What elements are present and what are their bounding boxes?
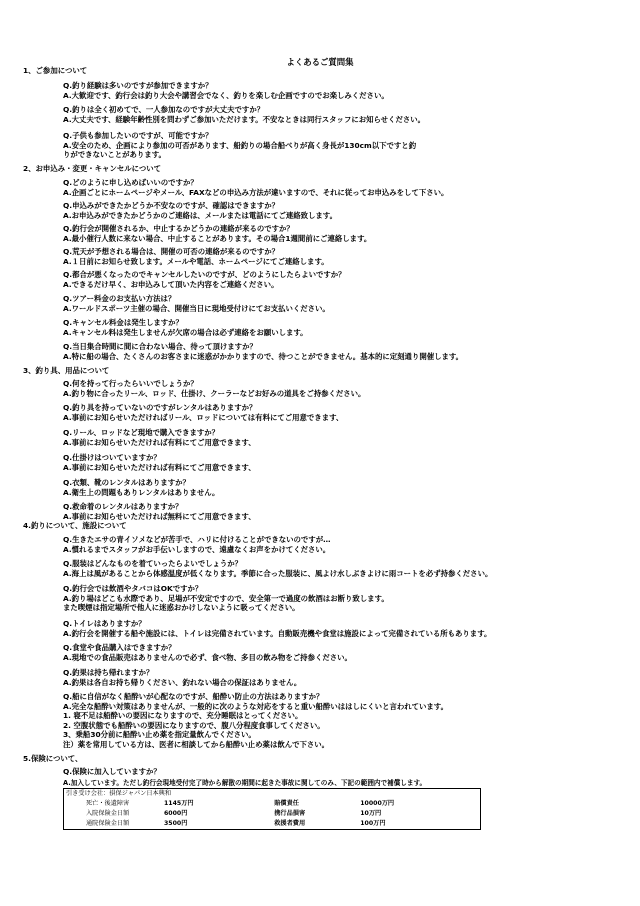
coverage-name: 入院保険金日額 [86, 810, 130, 817]
coverage-amount: 100万円 [360, 820, 386, 827]
faq-answer-line: また喫煙は指定場所で他人に迷惑おかけしないように吸ってください。 [63, 603, 300, 613]
insurance-company: 引き受け会社：損保ジャパン日本興和 [66, 790, 172, 797]
coverage-amount: 6000円 [164, 810, 188, 817]
faq-answer: A.海上は風があることから体感温度が低くなります。季節に合った服装に、風よけ水しぶきよけに雨コートを必ず持参ください。 [63, 568, 493, 578]
insurance-row [64, 799, 481, 809]
faq-question: Q.キャンセル料金は発生しますか？ [63, 318, 183, 327]
faq-item [63, 81, 583, 100]
faq-question: Q.子供も参加したいのですが、可能ですか？ [63, 131, 213, 140]
faq-answer-line: 1. 寝不足は船酔いの要因になりますので、充分睡眠はとってください。 [63, 711, 303, 721]
faq-item [63, 453, 583, 472]
faq-answer: A.最小催行人数に来ない場合、中止することがあります。その場合1週間前にご連絡します。 [63, 233, 372, 243]
faq-answer-line: 3、乗船30分前に船酔い止め薬を指定量飲んでください。 [63, 730, 256, 740]
faq-answer: A.企画ごとにホームページやメール、FAXなどの申込み方法が違いますので、それに従ってお申込みをして下さい。 [63, 187, 449, 197]
coverage-name: 通院保険金日額 [86, 820, 130, 827]
section-heading: 2、お申込み・変更・キャンセルについて [23, 164, 162, 173]
coverage-name: 携行品損害 [274, 810, 306, 817]
faq-answer: A.釣果は各自お持ち帰りください、釣れない場合の保証はありません。 [63, 677, 302, 687]
insurance-row [64, 809, 481, 819]
insurance-company-row [64, 789, 481, 800]
faq-item [63, 668, 583, 687]
faq-question: Q.船に自信がなく船酔いが心配なのですが、船酔い防止の方法はありますか？ [63, 692, 324, 701]
faq-question: Q.申込みができたかどうか不安なのですが、確認はできますか？ [63, 201, 280, 210]
section-heading: 3、釣り具、用品について [23, 366, 110, 375]
faq-question: Q.どのように申し込めばいいのですか？ [63, 178, 198, 187]
faq-question: Q.保険に加入していますか？ [63, 767, 161, 776]
faq-item [63, 478, 583, 497]
faq-answer: A.完全な船酔い対策はありませんが、一般的に次のような対応をすると重い船酔いははしにくいと言われています。 [63, 701, 448, 711]
faq-item [63, 270, 583, 289]
faq-item [63, 559, 583, 578]
faq-item [63, 535, 583, 554]
insurance-note: A.加入しています。ただし釣行会現地受付完了時から解散の期間に起きた事故に関してのみ、下記の範囲内で補償します。 [63, 779, 427, 787]
faq-item [63, 342, 583, 361]
faq-answer: A.できるだけ早く、お申込みして頂いた内容をご連絡ください。 [63, 279, 279, 289]
coverage-amount: 10000万円 [360, 800, 395, 807]
faq-item [63, 584, 583, 613]
faq-question: Q.生きたエサの青イソメなどが苦手で、ハリに付けることができないのですが… [63, 535, 331, 544]
faq-item [63, 318, 583, 337]
faq-answer-line: 注）薬を常用している方は、医者に相談してから船酔い止め薬は飲んで下さい。 [63, 739, 330, 749]
faq-answer: A.特に船の場合、たくさんのお客さまに迷惑がかかりますので、待つことができません。基本的に定刻通り開催します。 [63, 351, 464, 361]
faq-answer: A.衛生上の問題もありレンタルはありません。 [63, 487, 220, 497]
faq-question: Q.当日集合時間に間に合わない場合、待って頂けますか？ [63, 342, 257, 351]
faq-question: Q.釣り具を持っていないのですがレンタルはありますか？ [63, 403, 257, 412]
faq-question: Q.釣りは全く初めてで、一人参加なのですが大丈夫ですか？ [63, 105, 265, 114]
faq-question: Q.服装はどんなものを着ていったらよいでしょうか？ [63, 559, 243, 568]
section-heading: 5.保険について、 [23, 754, 83, 763]
faq-answer: A.事前にお知らせいただければ有料にてご用意できます、 [63, 462, 256, 472]
coverage-name: 救援者費用 [274, 820, 306, 827]
faq-item [63, 105, 583, 124]
faq-question: Q.荒天が予想される場合は、開催の可否の連絡が来るのですか？ [63, 247, 280, 256]
faq-question: Q.仕掛けはついていますか？ [63, 453, 161, 462]
document-title: よくあるご質問集 [286, 57, 354, 67]
faq-answer: A.キャンセル料は発生しませんが欠席の場合は必ず連絡をお願いします。 [63, 327, 308, 337]
faq-item [63, 224, 583, 243]
insurance-row [64, 819, 481, 830]
coverage-name: 死亡・後遺障害 [86, 800, 130, 807]
faq-answer-line: 2. 空腹状態でも船酔いの要因になりますので、腹八分程度食事してください。 [63, 720, 325, 730]
faq-question: Q.トイレはありますか？ [63, 619, 146, 628]
faq-item [63, 502, 583, 521]
coverage-amount: 1145万円 [164, 800, 194, 807]
faq-item [63, 294, 583, 313]
faq-item [63, 692, 583, 750]
coverage-amount: 3500円 [164, 820, 188, 827]
faq-item [63, 201, 583, 220]
faq-answer: A.事前にお知らせいただければ無料にてご用意できます、 [63, 511, 256, 521]
faq-answer: A.現地での食品販売はありませんので必ず、食べ物、多目の飲み物をご持参ください。 [63, 652, 352, 662]
faq-question: Q.釣行会では飲酒やタバコはOKですか？ [63, 584, 203, 593]
faq-answer: A.ワールドスポーツ主催の場合、開催当日に現地受付けにてお支払いください。 [63, 303, 330, 313]
faq-answer: A.大丈夫です、経験年齢性別を問わずご参加いただけます。不安なときは同行スタッフにお知らせください。 [63, 114, 426, 124]
faq-question: Q.食堂や食品購入はできますか？ [63, 643, 176, 652]
faq-answer: A.お申込みができたかどうかのご連絡は、メールまたは電話にてご連絡致します。 [63, 210, 337, 220]
faq-answer: A.事前にお知らせいただければリール、ロッドについては有料にてご用意できます、 [63, 412, 344, 422]
faq-question: Q.釣果は持ち帰れますか？ [63, 668, 154, 677]
faq-item [63, 619, 583, 638]
faq-answer: A.１日前にお知らせ致します。メールや電話、ホームページにてご連絡します。 [63, 256, 329, 266]
faq-question: Q.都合が悪くなったのでキャンセルしたいのですが、どのようにしたらよいですか？ [63, 270, 346, 279]
coverage-name: 賠償責任 [274, 800, 299, 807]
faq-question: Q.何を持って行ったらいいでしょうか？ [63, 379, 198, 388]
faq-question: Q.リール、ロッドなど現地で購入できますか？ [63, 428, 220, 437]
faq-item [63, 428, 583, 447]
faq-item [63, 643, 583, 662]
faq-answer: A.釣り場はどこも水際であり、足場が不安定ですので、安全第一で過度の飲酒はお断り致します。 [63, 593, 389, 603]
faq-item [63, 178, 583, 197]
faq-question: Q.衣類、靴のレンタルはありますか？ [63, 478, 190, 487]
faq-item [63, 247, 583, 266]
faq-question: Q.ツアー料金のお支払い方法は？ [63, 294, 176, 303]
faq-answer: A.釣行会を開催する船や施設には、トイレは完備されています。自動販売機や食堂は施設によって完備されている所もあります。 [63, 628, 492, 638]
faq-question: Q.釣り経験は多いのですが参加できますか？ [63, 81, 213, 90]
faq-question: Q.釣行会が開催されるか、中止するかどうかの連絡が来るのですか？ [63, 224, 294, 233]
faq-answer: A.慣れるまでスタッフがお手伝いしますので、遠慮なくお声をかけてください。 [63, 544, 331, 554]
faq-question: Q.救命着のレンタルはありますか？ [63, 502, 183, 511]
faq-item [63, 131, 583, 160]
section-heading: 4.釣りについて、施設について [23, 521, 127, 530]
faq-answer: A.事前にお知らせいただければ有料にてご用意できます、 [63, 437, 256, 447]
faq-item [63, 403, 583, 422]
faq-answer: A.大歓迎です、釣行会は釣り大会や講習会でなく、釣りを楽しむ企画ですのでお楽しみください。 [63, 90, 389, 100]
section-heading: 1、ご参加について [23, 66, 88, 75]
faq-item [63, 379, 583, 398]
faq-answer-line: りができないことがあります。 [63, 150, 166, 160]
insurance-table [63, 788, 481, 830]
faq-item [63, 767, 583, 777]
faq-answer: A.安全のため、企画により参加の可否があります、船釣りの場合船べりが高く身長が130cm以下ですと釣 [63, 140, 417, 150]
insurance-block [63, 779, 483, 830]
faq-answer: A.釣り物に合ったリール、ロッド、仕掛け、クーラーなどお好みの道具をご持参ください。 [63, 388, 366, 398]
coverage-amount: 10万円 [360, 810, 382, 817]
